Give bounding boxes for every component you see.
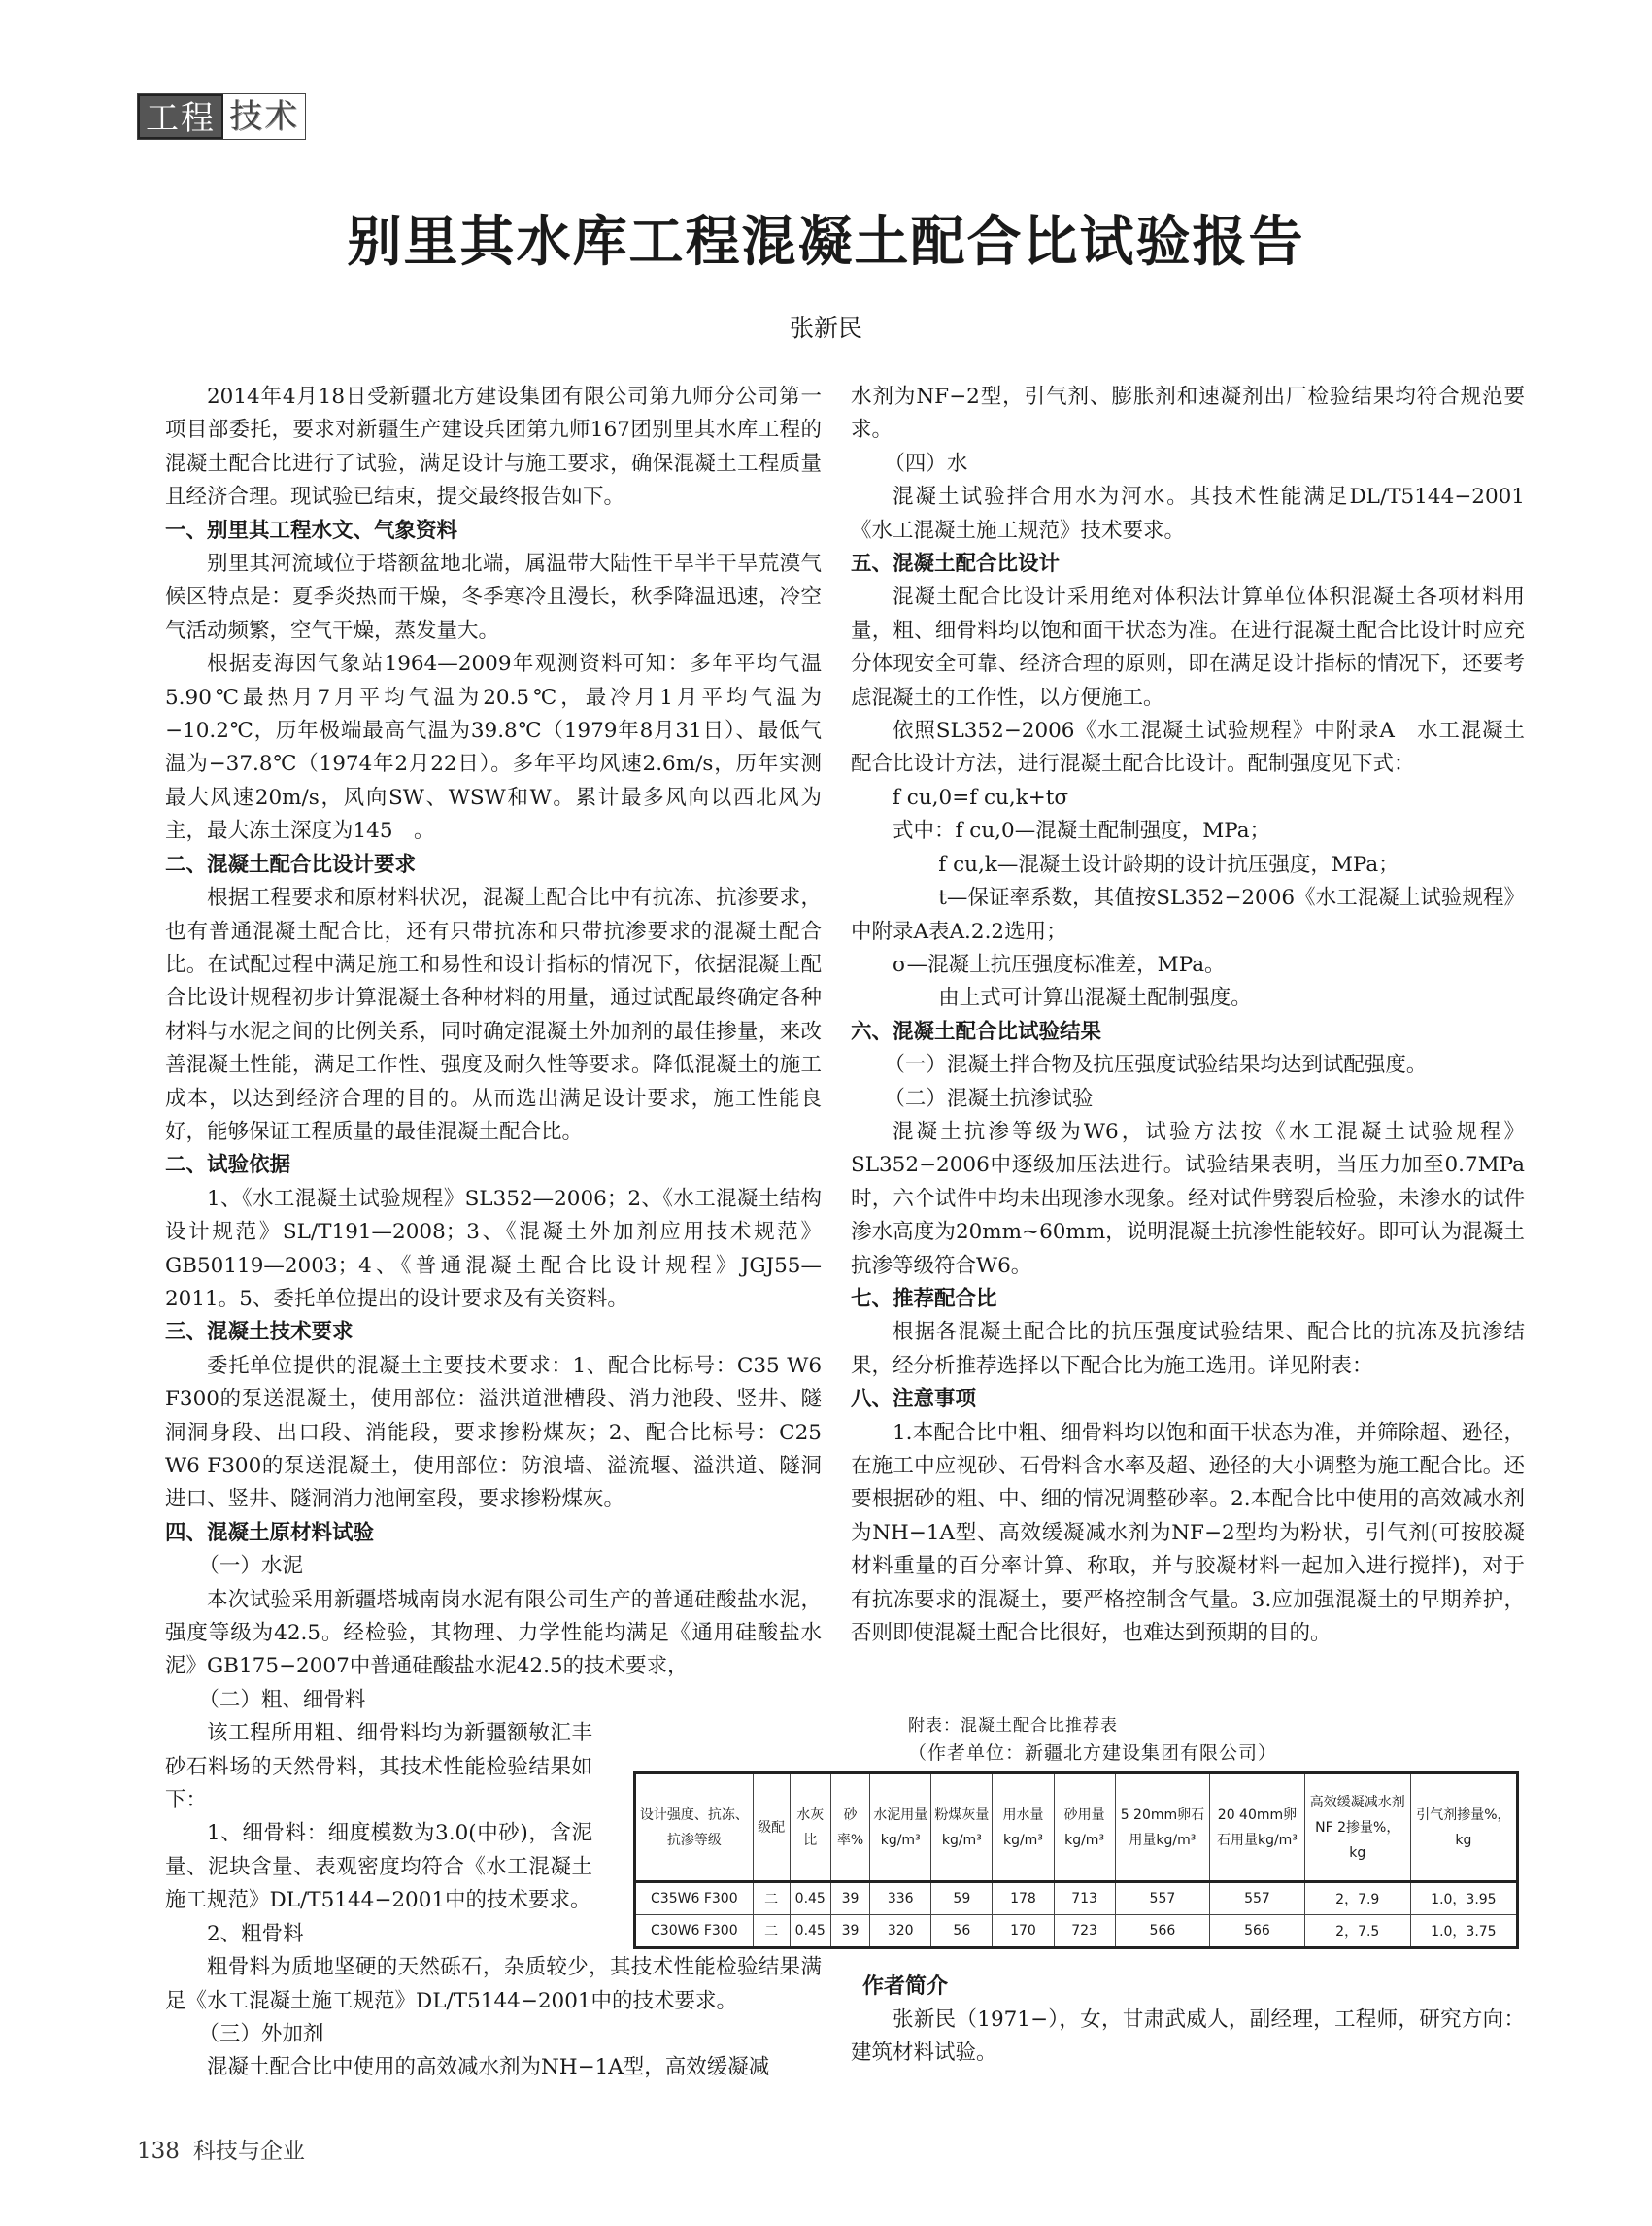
- paragraph: 根据工程要求和原材料状况，混凝土配合比中有抗冻、抗渗要求，也有普通混凝土配合比，还有只带抗冻和只带抗渗要求的混凝土配合比。在试配过程中满足施工和易性和设计指标的情况下，依据混凝土配合比设计规程初步计算混凝土各种材料的用量，通过试配最终确定各种材料与水泥之间的比例关系，同时确定混凝土外加剂的最佳掺量，来改善混凝土性能，满足工作性、强度及耐久性等要求。降低混凝土的施工成本，以达到经济合理的目的。从而选出满足设计要求，施工性能良好，能够保证工程质量的最佳混凝土配合比。: [165, 886, 822, 1144]
- paragraph: 1、《水工混凝土试验规程》SL352—2006；2、《水工混凝土结构设计规范》SL/T191—2008；3、《混凝土外加剂应用技术规范》GB50119—2003；4、《普通混凝土配合比设计规程》JGJ55—2011。5、委托单位提出的设计要求及有关资料。: [165, 1186, 822, 1311]
- table-header-cell: 砂率%: [830, 1773, 869, 1882]
- subsection-heading: （一）水泥: [198, 1554, 303, 1579]
- formula-legend: t—保证率系数，其值按SL352−2006《水工混凝土试验规程》中附录A表A.2.2选用；: [851, 886, 1525, 944]
- table-header-cell: 水灰比: [790, 1773, 830, 1882]
- subsection-heading: （三）外加剂: [198, 2021, 324, 2046]
- table-cell: 2，7.9: [1304, 1882, 1410, 1915]
- table-cell: 713: [1054, 1882, 1115, 1915]
- section-heading: 六、混凝土配合比试验结果: [851, 1019, 1102, 1044]
- paragraph: 混凝土配合比中使用的高效减水剂为NH−1A型，高效缓凝减: [207, 2055, 770, 2080]
- section-heading: 八、注意事项: [851, 1387, 977, 1412]
- table-header-cell: 5 20mm卵石用量kg/m³: [1115, 1773, 1210, 1882]
- paragraph: 1、细骨料：细度模数为3.0(中砂)，含泥量、泥块含量、表观密度均符合《水工混凝土施工规范》DL/T5144−2001中的技术要求。: [165, 1821, 592, 1913]
- formula-legend: σ—混凝土抗压强度标准差，MPa。: [893, 952, 1226, 977]
- table-subcaption: （作者单位：新疆北方建设集团有限公司）: [908, 1742, 1278, 1764]
- subsection-heading: （二）粗、细骨料: [198, 1687, 366, 1712]
- table-cell: 723: [1054, 1915, 1115, 1948]
- banner-part2: 技术: [223, 94, 305, 139]
- table-header-cell: 20 40mm卵石用量kg/m³: [1210, 1773, 1305, 1882]
- table-cell: 39: [830, 1882, 869, 1915]
- paragraph: 混凝土配合比设计采用绝对体积法计算单位体积混凝土各项材料用量，粗、细骨料均以饱和面干状态为准。在进行混凝土配合比设计时应充分体现安全可靠、经济合理的原则，即在满足设计指标的情况下，还要考虑混凝土的工作性，以方便施工。: [851, 585, 1525, 710]
- author-bio-heading: 作者简介: [862, 1974, 949, 1999]
- page-footer: [137, 2133, 319, 2165]
- article-author: 张新民: [789, 314, 862, 342]
- subsection-heading: （一）混凝土拌合物及抗压强度试验结果均达到试配强度。: [884, 1053, 1428, 1078]
- table-cell: 59: [931, 1882, 993, 1915]
- table-cell: 1.0，3.75: [1410, 1915, 1517, 1948]
- table-cell: 566: [1210, 1915, 1305, 1948]
- section-heading: 三、混凝土技术要求: [165, 1320, 354, 1345]
- table-row: [635, 1915, 1518, 1948]
- journal-name: 科技与企业: [192, 2139, 305, 2164]
- section-heading: 七、推荐配合比: [851, 1286, 997, 1311]
- formula: f cu,0=f cu,k+tσ: [893, 785, 1069, 810]
- formula-legend: 式中：f cu,0—混凝土配制强度，MPa；: [893, 819, 1271, 844]
- table-cell: 178: [993, 1882, 1054, 1915]
- paragraph: 别里其河流域位于塔额盆地北端，属温带大陆性干旱半干旱荒漠气候区特点是：夏季炎热而干燥，冬季寒冷且漫长，秋季降温迅速，冷空气活动频繁，空气干燥，蒸发量大。: [165, 552, 822, 643]
- section-heading: 二、试验依据: [165, 1153, 291, 1178]
- author-bio: 张新民（1971−），女，甘肃武威人，副经理，工程师，研究方向：建筑材料试验。: [851, 2007, 1525, 2066]
- paragraph: 依照SL352−2006《水工混凝土试验规程》中附录A 水工混凝土配合比设计方法，进行混凝土配合比设计。配制强度见下式：: [851, 719, 1525, 777]
- paragraph: 1.本配合比中粗、细骨料均以饱和面干状态为准，并筛除超、逊径，在施工中应视砂、石骨料含水率及超、逊径的大小调整为施工配合比。还要根据砂的粗、中、细的情况调整砂率。2.本配合比中使用的高效减水剂为NH−1A型、高效缓凝减水剂为NF−2型均为粉状，引气剂(可按胶凝材料重量的百分率计算、称取，并与胶凝材料一起加入进行搅拌)，对于有抗冻要求的混凝土，要严格控制含气量。3.应加强混凝土的早期养护，否则即使混凝土配合比很好，也难达到预期的目的。: [851, 1420, 1525, 1646]
- paragraph: 粗骨料为质地坚硬的天然砾石，杂质较少，其技术性能检验结果满足《水工混凝土施工规范》DL/T5144−2001中的技术要求。: [165, 1955, 822, 2013]
- table-row: [635, 1882, 1518, 1915]
- paragraph: 委托单位提供的混凝土主要技术要求：1、配合比标号：C35 W6 F300的泵送混凝土，使用部位：溢洪道泄槽段、消力池段、竖井、隧洞洞身段、出口段、消能段，要求掺粉煤灰；2、配合比标号：C25 W6 F300的泵送混凝土，使用部位：防浪墙、溢流堰、溢洪道、隧洞进口、竖井、隧洞消力池闸室段，要求掺粉煤灰。: [165, 1353, 822, 1512]
- paragraph: 2014年4月18日受新疆北方建设集团有限公司第九师分公司第一项目部委托，要求对新疆生产建设兵团第九师167团别里其水库工程的混凝土配合比进行了试验，满足设计与施工要求，确保混凝土工程质量且经济合理。现试验已结束，提交最终报告如下。: [165, 385, 822, 510]
- paragraph: 水剂为NF−2型，引气剂、膨胀剂和速凝剂出厂检验结果均符合规范要求。: [851, 385, 1525, 443]
- table-header-cell: 粉煤灰量kg/m³: [931, 1773, 993, 1882]
- subsection-heading: （二）混凝土抗渗试验: [884, 1086, 1094, 1111]
- formula-legend: f cu,k—混凝土设计龄期的设计抗压强度，MPa；: [938, 852, 1399, 877]
- paragraph: 混凝土试验拌合用水为河水。其技术性能满足DL/T5144−2001《水工混凝土施工规范》技术要求。: [851, 485, 1525, 543]
- table-header-cell: 水泥用量kg/m³: [870, 1773, 931, 1882]
- formula-note: 由上式可计算出混凝土配制强度。: [938, 986, 1252, 1011]
- table-cell: 170: [993, 1915, 1054, 1948]
- paragraph: 混凝土抗渗等级为W6，试验方法按《水工混凝土试验规程》SL352−2006中逐级加压法进行。试验结果表明，当压力加至0.7MPa时，六个试件中均未出现渗水现象。经对试件劈裂后检验，未渗水的试件渗水高度为20mm~60mm，说明混凝土抗渗性能较好。即可认为混凝土抗渗等级符合W6。: [851, 1119, 1525, 1278]
- section-heading: 二、混凝土配合比设计要求: [165, 852, 417, 877]
- table-cell: 二: [753, 1882, 790, 1915]
- paragraph: 根据各混凝土配合比的抗压强度试验结果、配合比的抗冻及抗渗结果，经分析推荐选择以下配合比为施工选用。详见附表：: [851, 1320, 1525, 1378]
- table-header-cell: 高效缓凝减水剂NF 2掺量%，kg: [1304, 1773, 1410, 1882]
- table-cell: 566: [1115, 1915, 1210, 1948]
- table-header-cell: 引气剂掺量%，kg: [1410, 1773, 1517, 1882]
- table-cell: 56: [931, 1915, 993, 1948]
- section-heading: 五、混凝土配合比设计: [851, 552, 1061, 577]
- table-cell: 0.45: [790, 1882, 830, 1915]
- table-header-cell: 用水量kg/m³: [993, 1773, 1054, 1882]
- table-cell: 1.0，3.95: [1410, 1882, 1517, 1915]
- table-cell: C35W6 F300: [635, 1882, 754, 1915]
- table-caption: 附表：混凝土配合比推荐表: [908, 1716, 1118, 1736]
- section-banner: [137, 93, 306, 140]
- table-cell: 39: [830, 1915, 869, 1948]
- mix-proportion-table: [633, 1771, 1519, 1949]
- table-cell: 336: [870, 1882, 931, 1915]
- table-cell: 320: [870, 1915, 931, 1948]
- table-cell: 557: [1210, 1882, 1305, 1915]
- table-cell: 2，7.5: [1304, 1915, 1410, 1948]
- table-header-cell: 级配: [753, 1773, 790, 1882]
- paragraph: 根据麦海因气象站1964—2009年观测资料可知：多年平均气温5.90℃最热月7月平均气温为20.5℃，最冷月1月平均气温为−10.2℃，历年极端最高气温为39.8℃（1979年8月31日）、最低气温为−37.8℃（1974年2月22日）。多年平均风速2.6m/s，历年实测最大风速20m/s，风向SW、WSW和W。累计最多风向以西北风为主，最大冻土深度为145 。: [165, 652, 822, 844]
- table-cell: 二: [753, 1915, 790, 1948]
- table-header-cell: 砂用量kg/m³: [1054, 1773, 1115, 1882]
- paragraph: 本次试验采用新疆塔城南岗水泥有限公司生产的普通硅酸盐水泥，强度等级为42.5。经检验，其物理、力学性能均满足《通用硅酸盐水泥》GB175−2007中普通硅酸盐水泥42.5的技术要求，: [165, 1587, 822, 1679]
- table-header-row: [635, 1773, 1518, 1882]
- subsection-heading: （四）水: [884, 451, 968, 476]
- page-number: 138: [137, 2139, 180, 2164]
- right-column: [851, 381, 1525, 1650]
- table-cell: C30W6 F300: [635, 1915, 754, 1948]
- article-title: 别里其水库工程混凝土配合比试验报告: [347, 210, 1305, 274]
- section-heading: 一、别里其工程水文、气象资料: [165, 518, 458, 543]
- paragraph: 2、粗骨料: [207, 1921, 304, 1946]
- banner-part1: 工程: [138, 94, 223, 139]
- paragraph: 该工程所用粗、细骨料均为新疆额敏汇丰砂石料场的天然骨料，其技术性能检验结果如下：: [165, 1721, 592, 1813]
- table-cell: 557: [1115, 1882, 1210, 1915]
- section-heading: 四、混凝土原材料试验: [165, 1520, 375, 1545]
- table-cell: 0.45: [790, 1915, 830, 1948]
- table-header-cell: 设计强度、抗冻、抗渗等级: [635, 1773, 754, 1882]
